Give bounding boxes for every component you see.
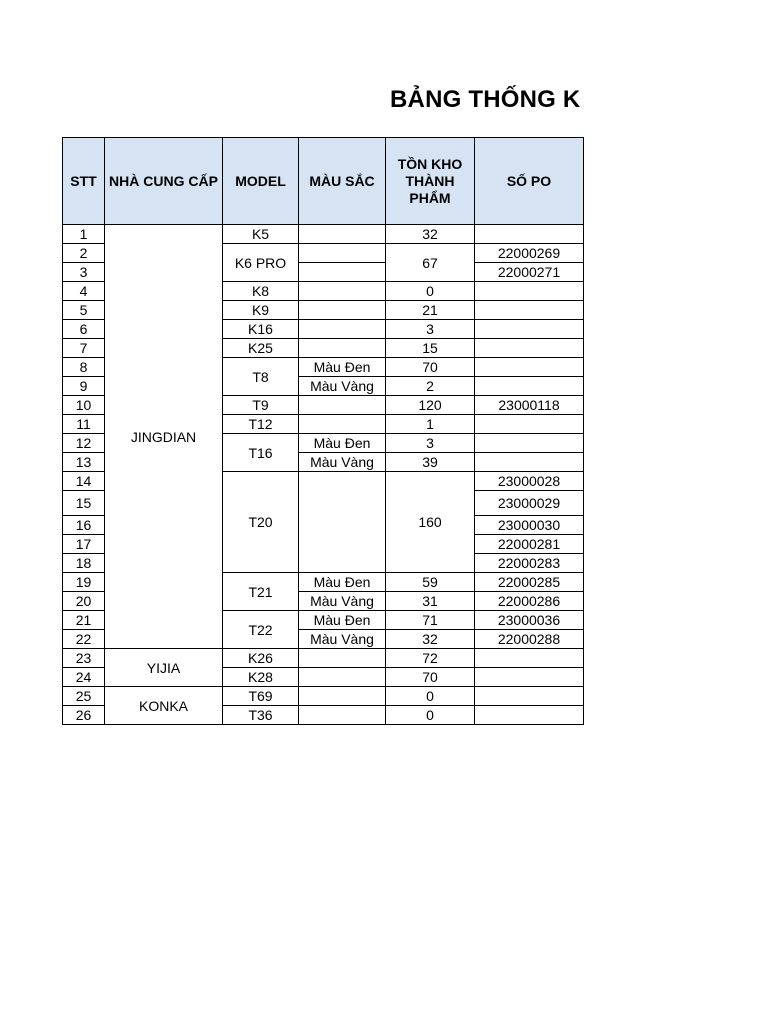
cell-stt: 4	[63, 282, 105, 301]
header-stock: TỒN KHO THÀNH PHẨM	[386, 138, 475, 225]
cell-color	[299, 668, 386, 687]
cell-stt: 19	[63, 573, 105, 592]
cell-color	[299, 706, 386, 725]
cell-po	[475, 649, 584, 668]
cell-color: Màu Vàng	[299, 377, 386, 396]
cell-color	[299, 415, 386, 434]
cell-color	[299, 320, 386, 339]
cell-stt: 25	[63, 687, 105, 706]
cell-po: 22000283	[475, 554, 584, 573]
cell-model: K26	[223, 649, 299, 668]
cell-stt: 1	[63, 225, 105, 244]
cell-stt: 13	[63, 453, 105, 472]
cell-stock: 21	[386, 301, 475, 320]
cell-po	[475, 415, 584, 434]
cell-stock: 31	[386, 592, 475, 611]
cell-po: 22000281	[475, 535, 584, 554]
cell-po: 22000269	[475, 244, 584, 263]
page-title: BẢNG THỐNG K	[390, 86, 581, 113]
cell-po	[475, 320, 584, 339]
cell-stock: 15	[386, 339, 475, 358]
header-color: MÀU SẮC	[299, 138, 386, 225]
cell-stt: 6	[63, 320, 105, 339]
cell-color	[299, 687, 386, 706]
cell-po: 22000271	[475, 263, 584, 282]
cell-po	[475, 377, 584, 396]
header-model: MODEL	[223, 138, 299, 225]
cell-po: 23000029	[475, 491, 584, 516]
cell-po	[475, 358, 584, 377]
cell-stt: 9	[63, 377, 105, 396]
cell-stock: 71	[386, 611, 475, 630]
cell-stt: 16	[63, 516, 105, 535]
cell-stt: 2	[63, 244, 105, 263]
cell-color: Màu Vàng	[299, 592, 386, 611]
header-stt: STT	[63, 138, 105, 225]
cell-po	[475, 434, 584, 453]
table-row	[63, 649, 584, 668]
cell-po	[475, 282, 584, 301]
cell-stock: 70	[386, 668, 475, 687]
cell-color: Màu Đen	[299, 611, 386, 630]
cell-color	[299, 301, 386, 320]
cell-color	[299, 339, 386, 358]
cell-po: 23000028	[475, 472, 584, 491]
cell-color: Màu Đen	[299, 434, 386, 453]
cell-color	[299, 649, 386, 668]
cell-stt: 8	[63, 358, 105, 377]
cell-stock: 2	[386, 377, 475, 396]
cell-po: 22000285	[475, 573, 584, 592]
cell-stt: 3	[63, 263, 105, 282]
cell-stt: 5	[63, 301, 105, 320]
cell-color	[299, 244, 386, 263]
table-row	[63, 687, 584, 706]
cell-po	[475, 225, 584, 244]
cell-po: 23000118	[475, 396, 584, 415]
cell-po: 22000288	[475, 630, 584, 649]
cell-color	[299, 225, 386, 244]
cell-model: T69	[223, 687, 299, 706]
table-row	[63, 225, 584, 244]
cell-stt: 23	[63, 649, 105, 668]
cell-po: 22000286	[475, 592, 584, 611]
table-header-row	[63, 138, 584, 225]
cell-stock: 32	[386, 225, 475, 244]
cell-stt: 17	[63, 535, 105, 554]
cell-stt: 12	[63, 434, 105, 453]
cell-stock: 59	[386, 573, 475, 592]
cell-model: K28	[223, 668, 299, 687]
cell-model: T21	[223, 573, 299, 611]
cell-model: K9	[223, 301, 299, 320]
cell-supplier: YIJIA	[105, 649, 223, 687]
cell-po: 23000030	[475, 516, 584, 535]
cell-color: Màu Đen	[299, 358, 386, 377]
cell-color	[299, 282, 386, 301]
cell-stt: 10	[63, 396, 105, 415]
cell-po	[475, 453, 584, 472]
cell-stt: 21	[63, 611, 105, 630]
cell-model: K8	[223, 282, 299, 301]
cell-model: K25	[223, 339, 299, 358]
header-po: SỐ PO	[475, 138, 584, 225]
cell-stt: 7	[63, 339, 105, 358]
cell-stock: 3	[386, 320, 475, 339]
cell-po: 23000036	[475, 611, 584, 630]
cell-model: T16	[223, 434, 299, 472]
cell-model: K6 PRO	[223, 244, 299, 282]
cell-stock: 1	[386, 415, 475, 434]
cell-color	[299, 263, 386, 282]
cell-model: K16	[223, 320, 299, 339]
cell-stock: 39	[386, 453, 475, 472]
cell-model: T20	[223, 472, 299, 573]
cell-color: Màu Vàng	[299, 630, 386, 649]
cell-stock: 0	[386, 706, 475, 725]
cell-stt: 15	[63, 491, 105, 516]
cell-color	[299, 472, 386, 573]
cell-model: T36	[223, 706, 299, 725]
header-supplier: NHÀ CUNG CẤP	[105, 138, 223, 225]
table-body	[63, 225, 584, 725]
cell-stt: 14	[63, 472, 105, 491]
cell-stock: 72	[386, 649, 475, 668]
cell-po	[475, 706, 584, 725]
cell-stock: 67	[386, 244, 475, 282]
cell-model: T9	[223, 396, 299, 415]
cell-stt: 26	[63, 706, 105, 725]
cell-model: T8	[223, 358, 299, 396]
cell-model: T12	[223, 415, 299, 434]
cell-stt: 22	[63, 630, 105, 649]
cell-po	[475, 339, 584, 358]
cell-stt: 18	[63, 554, 105, 573]
cell-color: Màu Vàng	[299, 453, 386, 472]
cell-stt: 11	[63, 415, 105, 434]
cell-stock: 3	[386, 434, 475, 453]
cell-stock: 70	[386, 358, 475, 377]
cell-stock: 0	[386, 687, 475, 706]
cell-stock: 160	[386, 472, 475, 573]
cell-stock: 120	[386, 396, 475, 415]
cell-model: K5	[223, 225, 299, 244]
cell-supplier: KONKA	[105, 687, 223, 725]
cell-stt: 24	[63, 668, 105, 687]
cell-supplier: JINGDIAN	[105, 225, 223, 649]
cell-stt: 20	[63, 592, 105, 611]
cell-po	[475, 687, 584, 706]
cell-po	[475, 301, 584, 320]
inventory-table	[62, 137, 584, 725]
cell-color	[299, 396, 386, 415]
cell-model: T22	[223, 611, 299, 649]
cell-color: Màu Đen	[299, 573, 386, 592]
cell-stock: 0	[386, 282, 475, 301]
cell-po	[475, 668, 584, 687]
cell-stock: 32	[386, 630, 475, 649]
